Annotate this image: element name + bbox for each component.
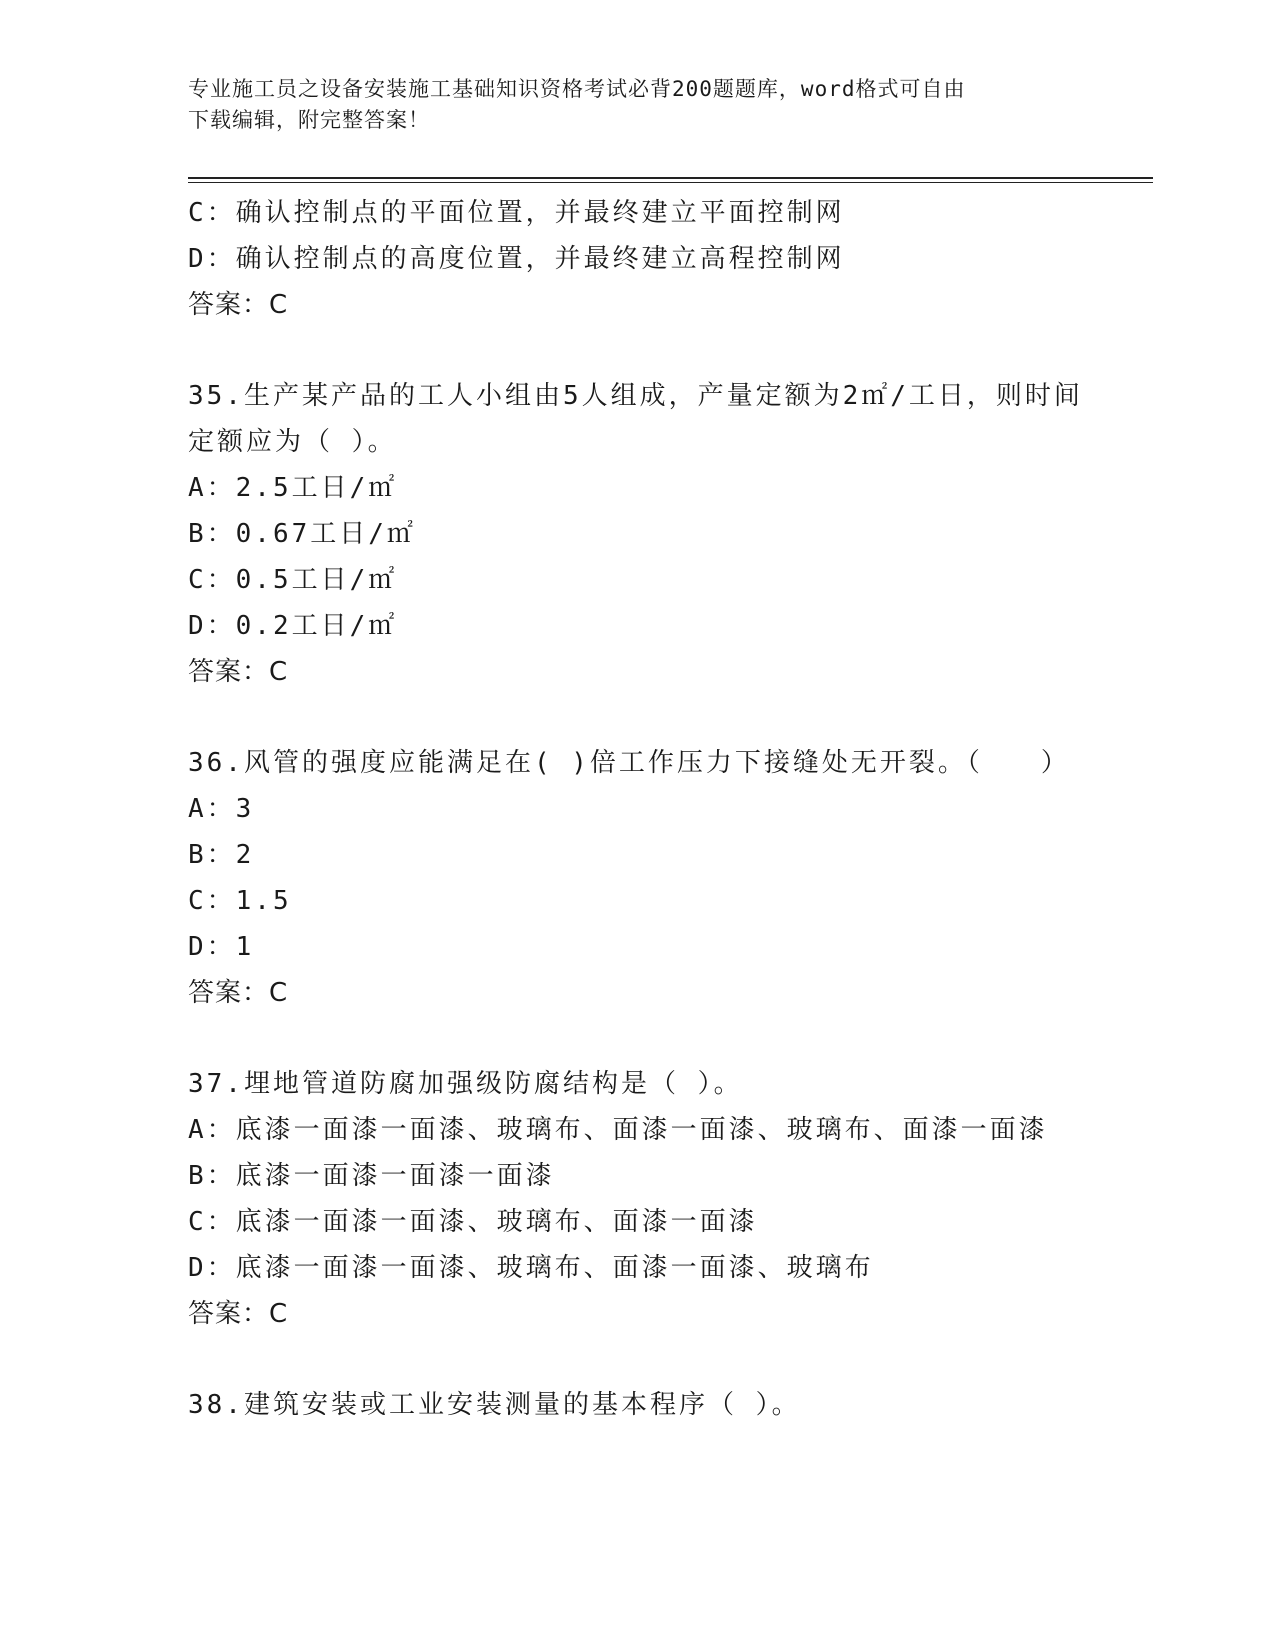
option-a: A：2.5工日/㎡ [188, 473, 398, 503]
option-c: C：1.5 [188, 886, 292, 916]
question-stem: 35.生产某产品的工人小组由5人组成，产量定额为2㎡/工日，则时间 [188, 381, 1083, 411]
answer-line: 答案：C [188, 978, 289, 1008]
header-divider-thin [188, 182, 1153, 183]
answer-line: 答案：C [188, 290, 289, 320]
question-38 [188, 1382, 1148, 1428]
header-line-1: 专业施工员之设备安装施工基础知识资格考试必背200题题库，word格式可自由 [188, 77, 966, 101]
option-b: B：底漆一面漆一面漆一面漆 [188, 1161, 555, 1191]
option-c: C：确认控制点的平面位置，并最终建立平面控制网 [188, 198, 845, 228]
option-b: B：0.67工日/㎡ [188, 519, 416, 549]
header-line-2: 下载编辑，附完整答案！ [188, 108, 430, 132]
answer-line: 答案：C [188, 1299, 289, 1329]
question-stem: 36.风管的强度应能满足在( )倍工作压力下接缝处无开裂。（ ） [188, 748, 1070, 778]
question-stem: 37.埋地管道防腐加强级防腐结构是（ ）。 [188, 1069, 743, 1099]
option-a: A：3 [188, 794, 255, 824]
question-37 [188, 1061, 1148, 1337]
document-header [188, 74, 1088, 136]
question-stem: 38.建筑安装或工业安装测量的基本程序（ ）。 [188, 1390, 801, 1420]
spacer [188, 1337, 1148, 1382]
question-stem-continued: 定额应为（ ）。 [188, 427, 397, 457]
spacer [188, 1016, 1148, 1061]
option-d: D：0.2工日/㎡ [188, 611, 398, 641]
spacer [188, 695, 1148, 740]
option-d: D：1 [188, 932, 255, 962]
option-b: B：2 [188, 840, 255, 870]
question-34-continued [188, 190, 1148, 328]
option-d: D：确认控制点的高度位置，并最终建立高程控制网 [188, 244, 845, 274]
question-35 [188, 373, 1148, 695]
spacer [188, 328, 1148, 373]
option-c: C：底漆一面漆一面漆、玻璃布、面漆一面漆 [188, 1207, 758, 1237]
option-d: D：底漆一面漆一面漆、玻璃布、面漆一面漆、玻璃布 [188, 1253, 874, 1283]
option-c: C：0.5工日/㎡ [188, 565, 398, 595]
answer-line: 答案：C [188, 657, 289, 687]
header-divider-thick [188, 177, 1153, 179]
question-36 [188, 740, 1148, 1016]
question-list [188, 190, 1148, 1428]
option-a: A：底漆一面漆一面漆、玻璃布、面漆一面漆、玻璃布、面漆一面漆 [188, 1115, 1048, 1145]
